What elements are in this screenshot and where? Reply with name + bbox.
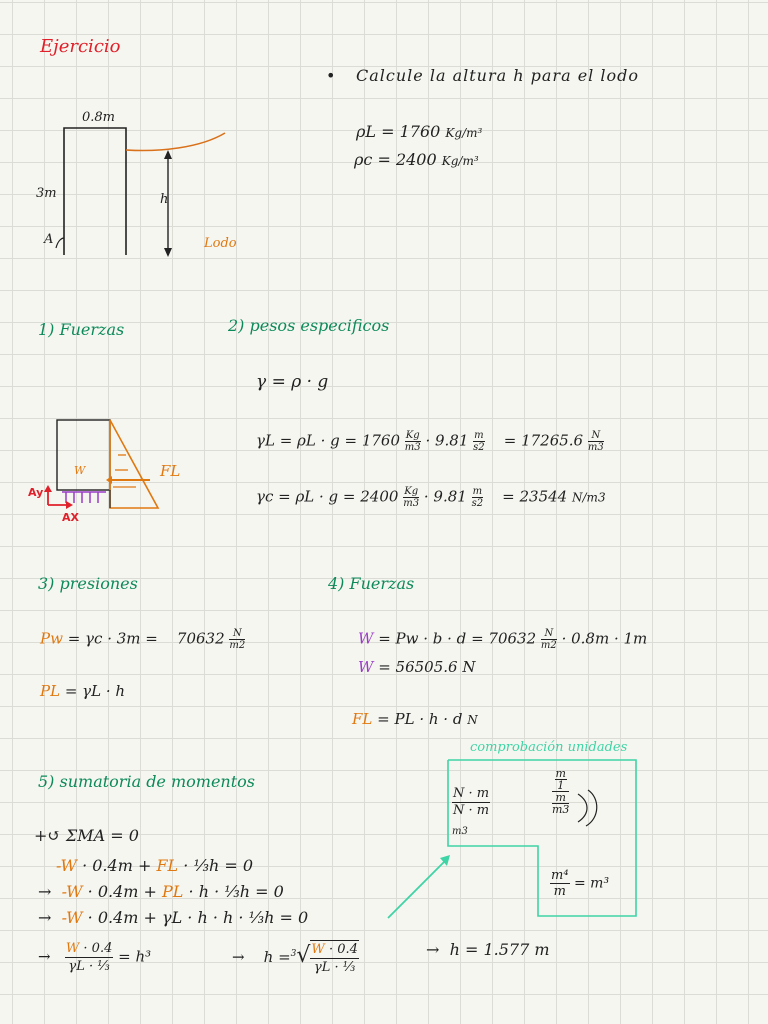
- units-check-right: $\frac{\frac{m}{1}}{\frac{m}{m3}}$: [552, 767, 570, 816]
- density-mud: ρL = 1760 Kg/m³: [356, 122, 483, 141]
- specific-weight-concrete: γc = ρL · g = 2400 $\frac{Kg}{m3}$ · 9.81 $\frac{m}{s2}$ = 23544 N/m3: [256, 486, 606, 509]
- weight-force-equation: W = Pw · b · d = 70632 $\frac{N}{m2}$ · 0.8m · 1m: [358, 628, 648, 651]
- density-concrete: ρc = 2400 Kg/m³: [354, 150, 479, 169]
- weight-label: W: [74, 464, 86, 477]
- final-result: → h = 1.577 m: [426, 940, 550, 959]
- moment-equation-2: → -W · 0.4m + PL · h · ⅓h = 0: [38, 882, 284, 901]
- problem-statement: Calcule la altura h para el lodo: [356, 66, 639, 85]
- section-moments-heading: 5) sumatoria de momentos: [38, 772, 256, 791]
- section-pressures-heading: 3) presiones: [38, 574, 138, 593]
- wall-width-label: 0.8m: [82, 110, 116, 125]
- units-check-bottom: $\frac{\text{m⁴}}{m}$ = m³: [551, 868, 610, 899]
- pressure-mud: PL = γL · h: [40, 682, 126, 700]
- units-check-title: comprobación unidades: [470, 740, 628, 755]
- moment-equation-1: -W · 0.4m + FL · ⅓h = 0: [56, 856, 254, 875]
- mud-force-equation: FL = PL · h · d N: [352, 710, 478, 728]
- ay-label: Ay: [28, 486, 44, 499]
- specific-weight-formula: γ = ρ · g: [256, 372, 329, 392]
- specific-weight-mud: γL = ρL · g = 1760 $\frac{Kg}{m3}$ · 9.81 $\frac{m}{s2}$ = 17265.6 $\frac{N}{m3}$: [256, 430, 604, 453]
- section-forces-heading: 1) Fuerzas: [38, 320, 125, 339]
- section-forces2-heading: 4) Fuerzas: [328, 574, 415, 593]
- point-a-label: A: [44, 232, 54, 247]
- h-label: h: [160, 192, 169, 207]
- units-check-left-den-unit: m3: [452, 826, 468, 837]
- ax-label: AX: [62, 511, 79, 524]
- fl-label: FL: [160, 462, 181, 480]
- pressure-concrete: Pw = γc · 3m = 70632 $\frac{N}{m2}$: [40, 628, 246, 651]
- wall-height-label: 3m: [36, 186, 57, 201]
- exercise-title: Ejercicio: [40, 36, 121, 57]
- units-check-left: $\frac{N \cdot m}{N \cdot m}$: [453, 786, 490, 818]
- weight-force-result: W = 56505.6 N: [358, 658, 476, 676]
- moment-sum: +↺ ΣMA = 0: [34, 826, 139, 845]
- mud-label: Lodo: [204, 236, 237, 251]
- moment-equation-5: → h =$^3$√ $\frac{W \cdot 0.4}{\text{γL · ⅓}}$: [232, 942, 358, 975]
- moment-equation-3: → -W · 0.4m + γL · h · h · ⅓h = 0: [38, 908, 309, 927]
- section-specific-weights-heading: 2) pesos especificos: [228, 316, 390, 335]
- moment-equation-4: → $\frac{W \cdot 0.4}{\text{γL · ⅓}}$ = h³: [38, 941, 152, 974]
- bullet: •: [326, 66, 336, 85]
